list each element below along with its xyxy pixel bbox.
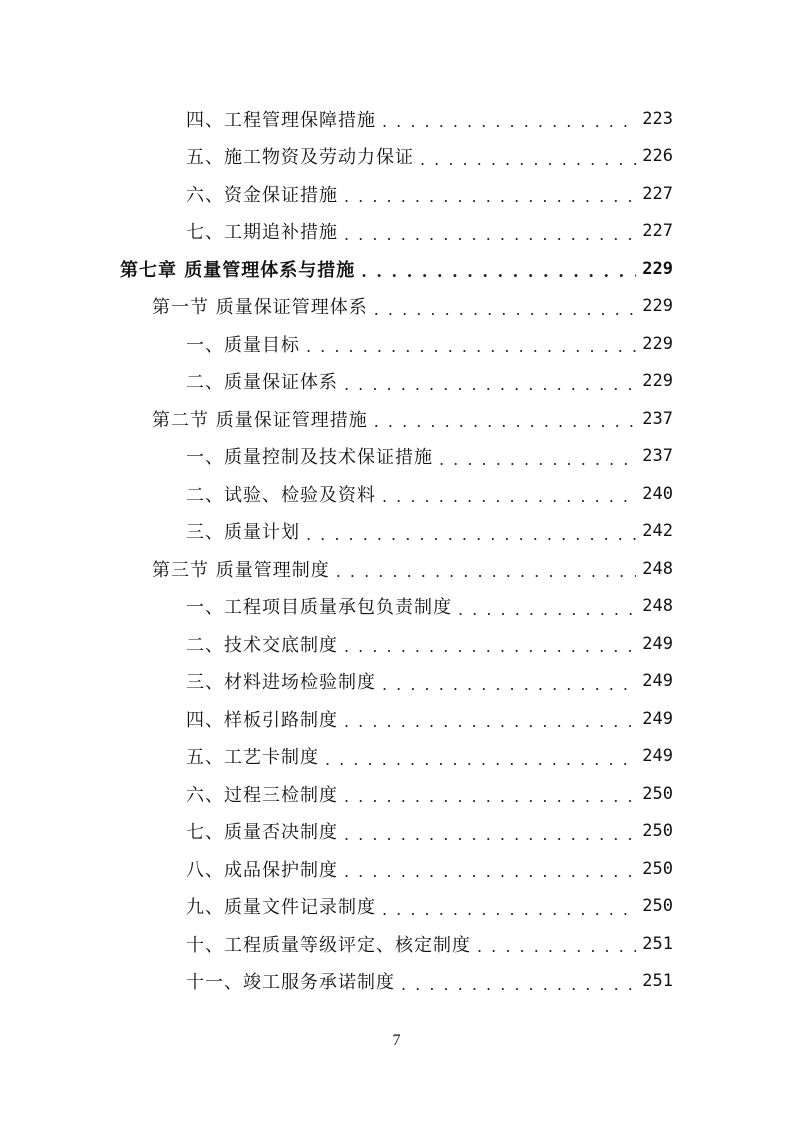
toc-entry-label: 四、样板引路制度 (186, 709, 338, 731)
toc-entry[interactable] (0, 850, 673, 887)
toc-entry[interactable] (0, 363, 673, 400)
toc-entry-page: 229 (642, 371, 673, 391)
toc-entry-label: 六、过程三检制度 (186, 784, 338, 806)
toc-entry-page: 229 (642, 258, 673, 279)
toc-entry-label: 七、质量否决制度 (186, 822, 338, 843)
toc-entry-page: 249 (642, 633, 673, 654)
toc-entry[interactable] (0, 738, 673, 775)
toc-entry-page: 229 (642, 296, 673, 316)
dot-leader (382, 900, 636, 919)
toc-section-entry[interactable] (0, 550, 673, 587)
toc-entry-page: 242 (642, 521, 673, 541)
toc-entry-label: 二、技术交底制度 (186, 634, 338, 656)
toc-entry-page: 248 (642, 558, 673, 579)
toc-entry[interactable] (0, 925, 673, 962)
toc-entry-label: 二、质量保证体系 (186, 372, 338, 393)
toc-entry-page: 237 (642, 446, 673, 466)
toc-entry-label: 九、质量文件记录制度 (186, 897, 376, 918)
dot-leader (374, 412, 637, 431)
dot-leader (344, 375, 636, 394)
dot-leader (382, 112, 636, 131)
toc-entry-label: 八、成品保护制度 (186, 859, 338, 881)
toc-entry-page: 237 (642, 408, 673, 429)
dot-leader (344, 825, 636, 844)
toc-entry[interactable] (0, 438, 673, 475)
toc-entry-label: 三、材料进场检验制度 (186, 672, 376, 693)
dot-leader (401, 975, 636, 994)
toc-entry[interactable] (0, 475, 673, 512)
toc-entry[interactable] (0, 700, 673, 737)
toc-chapter-entry[interactable] (0, 250, 673, 287)
toc-entry[interactable] (0, 888, 673, 925)
toc-entry[interactable] (0, 663, 673, 700)
dot-leader (325, 750, 636, 769)
toc-entry-page: 250 (642, 896, 673, 916)
toc-entry-page: 227 (642, 183, 673, 204)
toc-entry-page: 249 (642, 746, 673, 766)
toc-entry-page: 250 (642, 821, 673, 841)
toc-entry-label: 第一节 质量保证管理体系 (152, 297, 368, 318)
dot-leader (344, 637, 636, 656)
toc-entry-page: 250 (642, 858, 673, 879)
toc-entry-page: 240 (642, 483, 673, 504)
toc-entry[interactable] (0, 775, 673, 812)
dot-leader (336, 562, 637, 581)
toc-entry[interactable] (0, 138, 673, 175)
toc-entry-label: 第三节 质量管理制度 (152, 559, 330, 581)
toc-entry-label: 一、质量目标 (186, 334, 300, 356)
toc-entry-page: 223 (642, 108, 673, 129)
toc-entry-label: 六、资金保证措施 (186, 184, 338, 206)
toc-entry-label: 四、工程管理保障措施 (186, 109, 376, 131)
toc-entry[interactable] (0, 813, 673, 850)
dot-leader (344, 187, 636, 206)
dot-leader (306, 525, 636, 544)
toc-entry-label: 七、工期追补措施 (186, 222, 338, 243)
toc-entry-page: 226 (642, 146, 673, 166)
dot-leader (458, 600, 636, 619)
dot-leader (374, 300, 637, 319)
toc-entry-label: 二、试验、检验及资料 (186, 484, 376, 506)
dot-leader (306, 337, 636, 356)
toc-entry-page: 248 (642, 596, 673, 616)
dot-leader (361, 262, 636, 281)
toc-entry[interactable] (0, 325, 673, 362)
dot-leader (382, 487, 636, 506)
dot-leader (344, 712, 636, 731)
toc-entry-page: 249 (642, 671, 673, 691)
toc-section-entry[interactable] (0, 400, 673, 437)
toc-entry-page: 251 (642, 971, 673, 991)
dot-leader (477, 937, 636, 956)
toc-entry[interactable] (0, 963, 673, 1000)
dot-leader (344, 787, 636, 806)
toc-entry-label: 一、质量控制及技术保证措施 (186, 447, 433, 468)
toc-entry[interactable] (0, 213, 673, 250)
toc-entry-label: 五、工艺卡制度 (186, 747, 319, 768)
toc-entry-label: 第七章 质量管理体系与措施 (120, 259, 356, 281)
toc-entry-page: 227 (642, 221, 673, 241)
toc-entry[interactable] (0, 588, 673, 625)
toc-entry-label: 三、质量计划 (186, 522, 300, 543)
toc-entry-page: 249 (642, 708, 673, 729)
toc-entry[interactable] (0, 513, 673, 550)
toc-entry-page: 251 (642, 933, 673, 954)
dot-leader (420, 150, 636, 169)
toc-entry-page: 229 (642, 333, 673, 354)
toc-entry-label: 十、工程质量等级评定、核定制度 (186, 934, 471, 956)
dot-leader (344, 225, 636, 244)
toc-entry-label: 五、施工物资及劳动力保证 (186, 147, 414, 168)
toc-entry[interactable] (0, 100, 673, 137)
dot-leader (382, 675, 636, 694)
toc-entry[interactable] (0, 175, 673, 212)
toc-entry-label: 十一、竣工服务承诺制度 (186, 972, 395, 993)
toc-entry[interactable] (0, 625, 673, 662)
toc-entry-page: 250 (642, 783, 673, 804)
toc-section-entry[interactable] (0, 288, 673, 325)
dot-leader (439, 450, 636, 469)
page-number: 7 (392, 1032, 401, 1049)
dot-leader (344, 862, 636, 881)
toc-entry-label: 一、工程项目质量承包负责制度 (186, 597, 452, 618)
toc-entry-label: 第二节 质量保证管理措施 (152, 409, 368, 431)
